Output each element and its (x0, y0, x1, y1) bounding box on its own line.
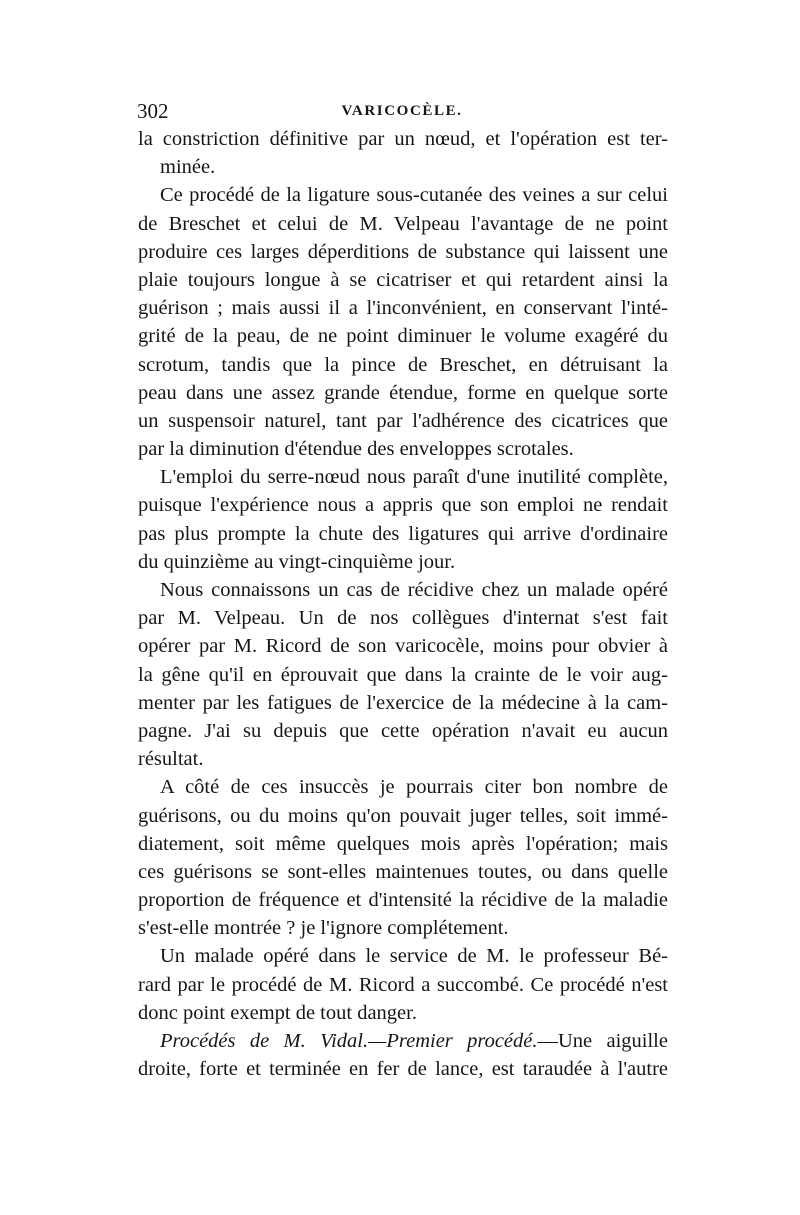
text-line: diatement, soit même quelques mois après l'opération; mais (138, 832, 668, 855)
text-line: minée. (160, 156, 216, 179)
text-line: proportion de fréquence et d'intensité la récidive de la maladie (138, 889, 668, 912)
text-line: droite, forte et terminée en fer de lance, est taraudée à l'autre (138, 1058, 668, 1081)
text-line: grité de la peau, de ne point diminuer le volume exagéré du (138, 325, 668, 348)
procedure-heading: Procédés de M. Vidal.—Premier procédé. (160, 1030, 538, 1052)
page-number: 302 (137, 99, 169, 123)
paragraph-first-line: Nous connaissons un cas de récidive chez un malade opéré (160, 579, 668, 601)
text-line: pagne. J'ai su depuis que cette opération n'avait eu aucun (138, 719, 668, 742)
text-line: plaie toujours longue à se cicatriser et qui retardent ainsi la (138, 268, 668, 291)
text-line: pas plus prompte la chute des ligatures qui arrive d'ordinaire (138, 522, 668, 545)
text-line: rard par le procédé de M. Ricord a succombé. Ce procédé n'est (138, 973, 668, 996)
text-line: guérisons, ou du moins qu'on pouvait juger telles, soit immé- (138, 804, 668, 827)
running-title: VARICOCÈLE. (341, 103, 463, 119)
text-line: puisque l'expérience nous a appris que son emploi ne rendait (138, 494, 668, 517)
paragraph-first-line: L'emploi du serre-nœud nous paraît d'une inutilité complète, (160, 466, 668, 489)
procedure-heading-continuation: —Une aiguille (537, 1030, 668, 1052)
text-line: menter par les fatigues de l'exercice de la médecine à la cam- (138, 691, 668, 714)
text-line: du quinzième au vingt-cinquième jour. (138, 550, 456, 573)
text-line: guérison ; mais aussi il a l'inconvénient, en conservant l'inté- (138, 297, 668, 320)
page-header (137, 98, 667, 124)
text-line: donc point exempt de tout danger. (138, 1001, 417, 1024)
section-heading-line (138, 1027, 668, 1055)
text-line: ces guérisons se sont-elles maintenues toutes, ou dans quelle (138, 860, 668, 883)
text-line: la constriction définitive par un nœud, et l'opération est ter- (138, 128, 668, 150)
text-line: opérer par M. Ricord de son varicocèle, moins pour obvier à (138, 635, 668, 658)
body-text (138, 125, 668, 1083)
paragraph-first-line: Ce procédé de la ligature sous-cutanée des veines a sur celui (160, 184, 668, 207)
text-line: scrotum, tandis que la pince de Breschet, en détruisant la (138, 353, 668, 376)
text-line: peau dans une assez grande étendue, forme en quelque sorte (138, 381, 668, 404)
paragraph-first-line: Un malade opéré dans le service de M. le professeur Bé- (160, 945, 668, 968)
text-line: par M. Velpeau. Un de nos collègues d'internat s'est fait (138, 607, 668, 630)
text-line: produire ces larges déperditions de substance qui laissent une (138, 240, 668, 263)
text-line: de Breschet et celui de M. Velpeau l'avantage de ne point (138, 212, 668, 235)
text-line: un suspensoir naturel, tant par l'adhérence des cicatrices que (138, 409, 668, 432)
paragraph-first-line: A côté de ces insuccès je pourrais citer bon nombre de (160, 776, 668, 799)
text-line: la gêne qu'il en éprouvait que dans la crainte de le voir aug- (138, 663, 668, 686)
text-line: résultat. (138, 748, 204, 771)
text-line: par la diminution d'étendue des enveloppes scrotales. (138, 438, 574, 461)
text-line: s'est-elle montrée ? je l'ignore complétement. (138, 917, 509, 940)
